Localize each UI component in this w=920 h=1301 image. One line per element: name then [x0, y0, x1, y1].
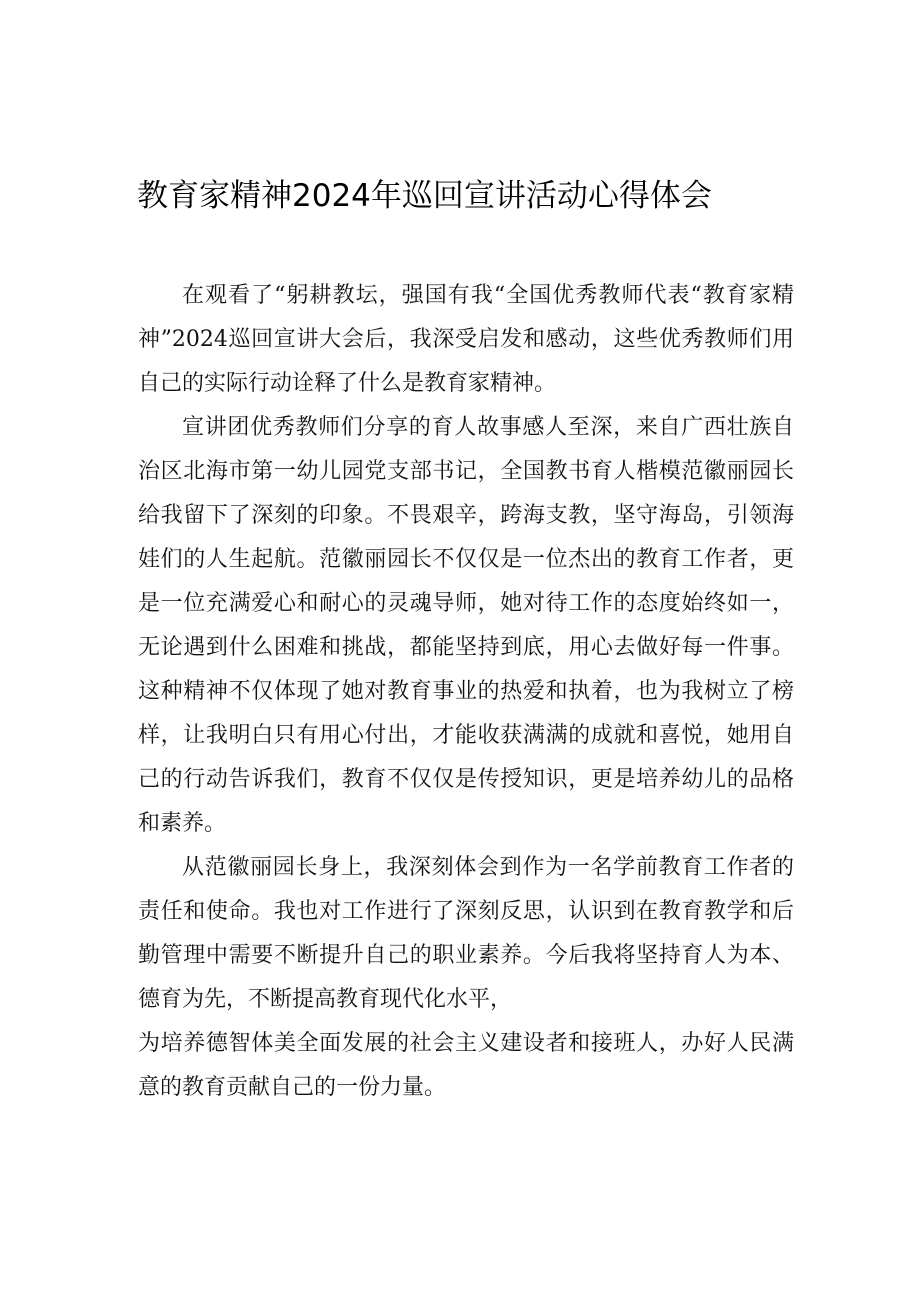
paragraph-2: 宣讲团优秀教师们分享的育人故事感人至深，来自广西壮族自治区北海市第一幼儿园党支部书记，全国教书育人楷模范徽丽园长给我留下了深刻的印象。不畏艰辛，跨海支教，坚守海岛，引领海娃们的人生起航。范徽丽园长不仅仅是一位杰出的教育工作者，更是一位充满爱心和耐心的灵魂导师，她对待工作的态度始终如一，无论遇到什么困难和挑战，都能坚持到底，用心去做好每一件事。这种精神不仅体现了她对教育事业的热爱和执着，也为我树立了榜样，让我明白只有用心付出，才能收获满满的成就和喜悦，她用自己的行动告诉我们，教育不仅仅是传授知识，更是培养幼儿的品格和素养。	[138, 415, 794, 836]
paragraph-closing: 为培养德智体美全面发展的社会主义建设者和接班人，办好人民满意的教育贡献自己的一份力量。	[138, 1031, 794, 1100]
paragraph-3: 从范徽丽园长身上，我深刻体会到作为一名学前教育工作者的责任和使命。我也对工作进行了深刻反思，认识到在教育教学和后勤管理中需要不断提升自己的职业素养。今后我将坚持育人为本、德育为先，不断提高教育现代化水平，	[138, 855, 794, 1012]
document-body	[138, 274, 794, 1110]
document-title: 教育家精神2024年巡回宣讲活动心得体会	[137, 178, 712, 214]
paragraph-1: 在观看了“躬耕教坛，强国有我“全国优秀教师代表“教育家精神”2024巡回宣讲大会后，我深受启发和感动，这些优秀教师们用自己的实际行动诠释了什么是教育家精神。	[138, 283, 794, 396]
